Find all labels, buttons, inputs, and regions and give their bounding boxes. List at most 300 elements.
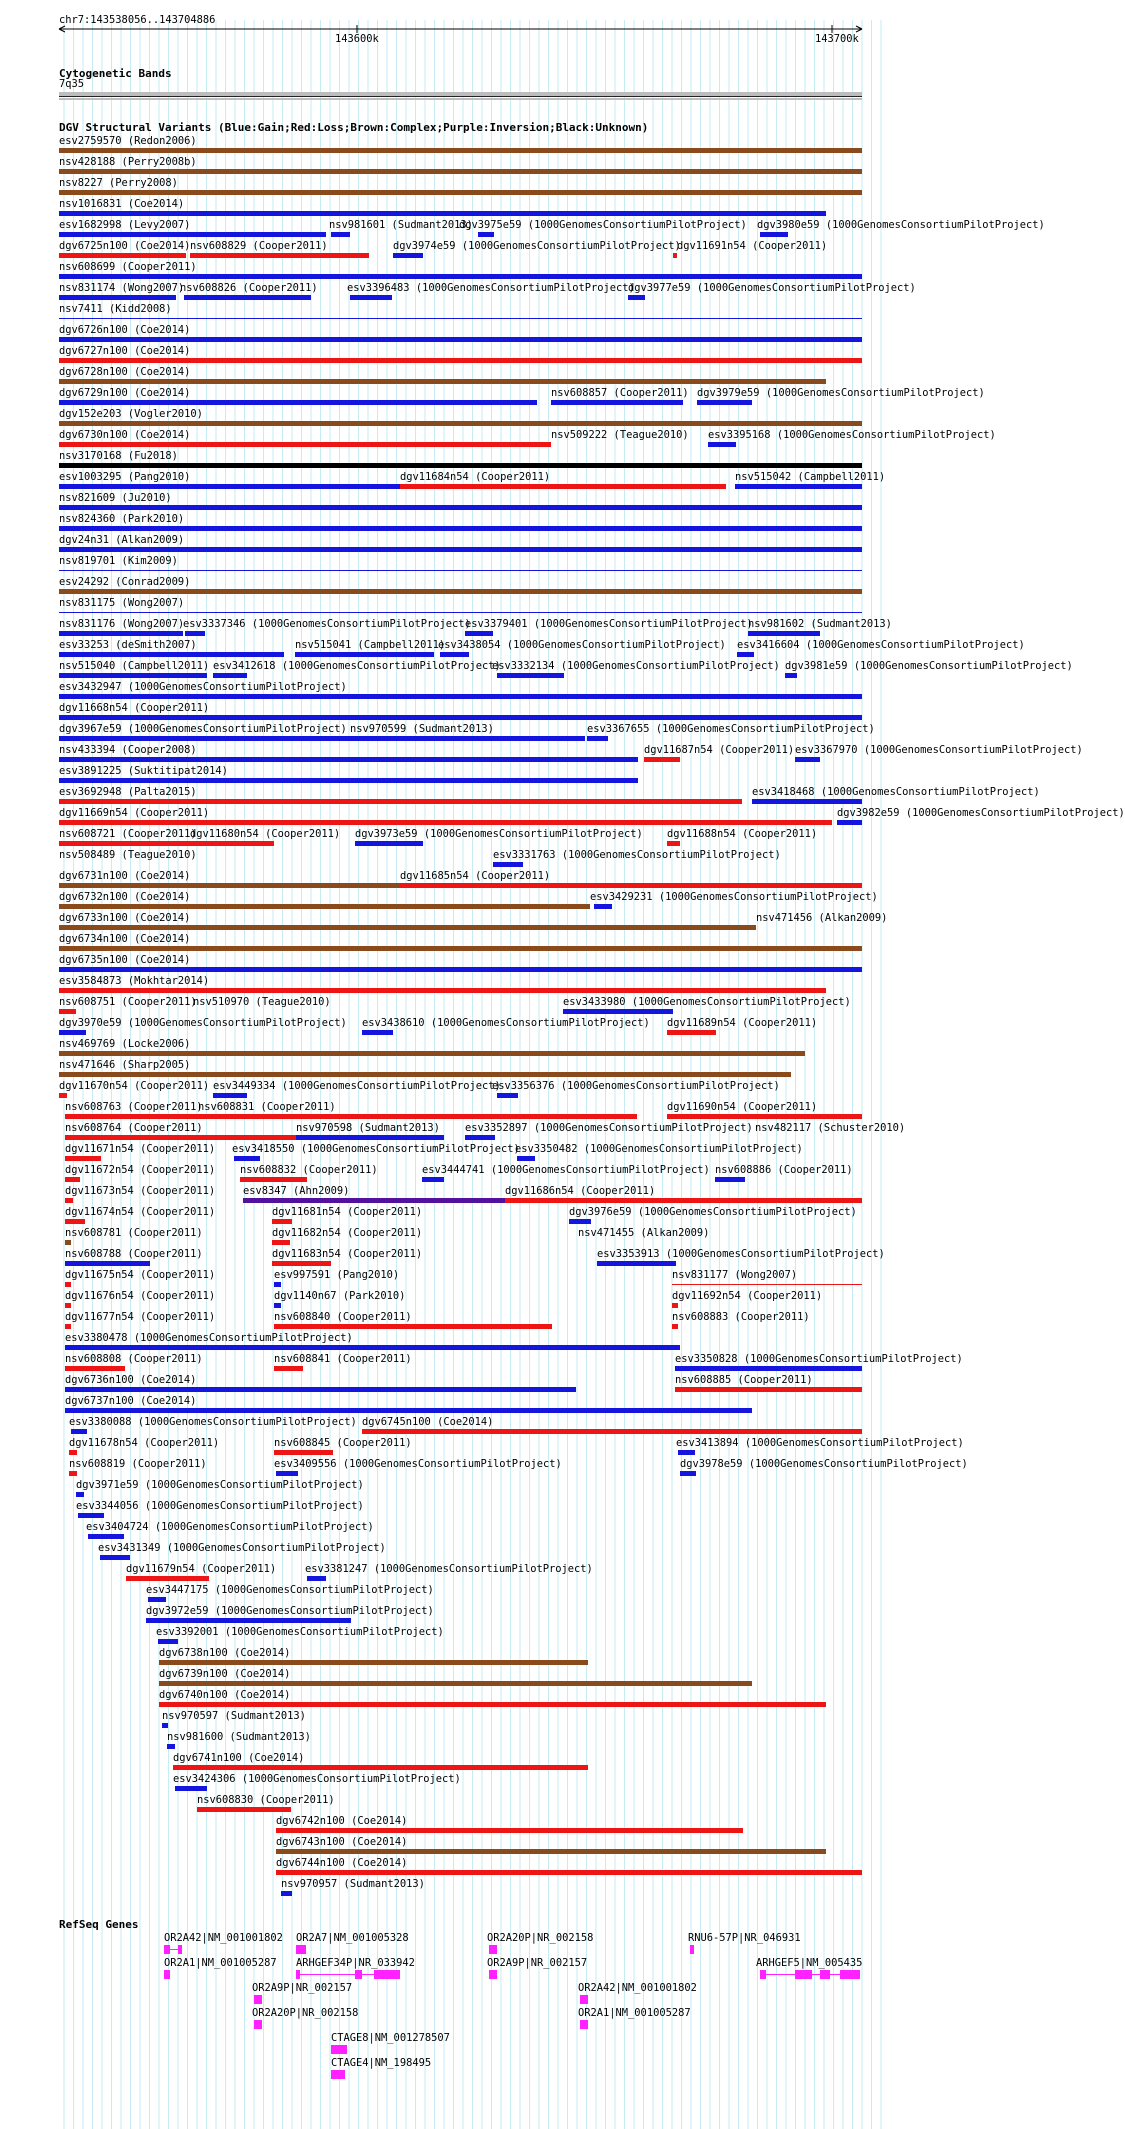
variant-bar[interactable] (478, 232, 494, 237)
variant-label[interactable]: nsv824360 (Park2010) (59, 513, 185, 525)
variant-label[interactable]: esv3367655 (1000GenomesConsortiumPilotProject) (587, 723, 875, 735)
variant-bar[interactable] (175, 1786, 207, 1791)
variant-label[interactable]: esv3332134 (1000GenomesConsortiumPilotProject) (492, 660, 780, 672)
variant-label[interactable]: dgv6745n100 (Coe2014) (362, 1416, 494, 1428)
variant-bar[interactable] (675, 1366, 862, 1371)
variant-label[interactable]: nsv471456 (Alkan2009) (756, 912, 888, 924)
variant-label[interactable]: esv8347 (Ahn2009) (243, 1185, 350, 1197)
variant-bar[interactable] (752, 799, 862, 804)
variant-label[interactable]: dgv11669n54 (Cooper2011) (59, 807, 210, 819)
variant-label[interactable]: nsv608751 (Cooper2011) (59, 996, 197, 1008)
variant-label[interactable]: esv3396483 (1000GenomesConsortiumPilotProject) (347, 282, 635, 294)
variant-bar[interactable] (185, 631, 205, 636)
variant-bar[interactable] (272, 1240, 290, 1245)
variant-bar[interactable] (760, 232, 788, 237)
variant-label[interactable]: dgv11678n54 (Cooper2011) (69, 1437, 220, 1449)
variant-bar[interactable] (59, 295, 176, 300)
variant-label[interactable]: dgv6737n100 (Coe2014) (65, 1395, 197, 1407)
variant-bar[interactable] (190, 841, 274, 846)
variant-label[interactable]: esv3381247 (1000GenomesConsortiumPilotProject) (305, 1563, 593, 1575)
variant-bar[interactable] (159, 1681, 752, 1686)
variant-label[interactable]: dgv6729n100 (Coe2014) (59, 387, 191, 399)
variant-label[interactable]: dgv1140n67 (Park2010) (274, 1290, 406, 1302)
variant-label[interactable]: esv3429231 (1000GenomesConsortiumPilotProject) (590, 891, 878, 903)
variant-label[interactable]: nsv608886 (Cooper2011) (715, 1164, 853, 1176)
variant-bar[interactable] (331, 232, 350, 237)
gene-exon[interactable] (489, 1945, 497, 1954)
variant-label[interactable]: dgv152e203 (Vogler2010) (59, 408, 203, 420)
variant-label[interactable]: esv3447175 (1000GenomesConsortiumPilotProject) (146, 1584, 434, 1596)
variant-bar[interactable] (65, 1198, 73, 1203)
variant-label[interactable]: dgv3973e59 (1000GenomesConsortiumPilotProject) (355, 828, 643, 840)
variant-label[interactable]: nsv1016831 (Coe2014) (59, 198, 185, 210)
variant-label[interactable]: nsv608857 (Cooper2011) (551, 387, 689, 399)
gene-label[interactable]: CTAGE8|NM_001278507 (331, 2032, 450, 2044)
variant-bar[interactable] (65, 1303, 71, 1308)
variant-label[interactable]: dgv3974e59 (1000GenomesConsortiumPilotProject) (393, 240, 681, 252)
gene-label[interactable]: OR2A20P|NR_002158 (487, 1932, 594, 1944)
variant-label[interactable]: dgv6727n100 (Coe2014) (59, 345, 191, 357)
gene-exon[interactable] (580, 2020, 588, 2029)
gene-exon[interactable] (164, 1945, 170, 1954)
gene-exon[interactable] (164, 1970, 170, 1979)
variant-bar[interactable] (148, 1597, 166, 1602)
variant-bar[interactable] (400, 883, 862, 888)
variant-bar[interactable] (59, 358, 862, 363)
variant-label[interactable]: esv24292 (Conrad2009) (59, 576, 191, 588)
variant-label[interactable]: dgv3979e59 (1000GenomesConsortiumPilotProject) (697, 387, 985, 399)
gene-label[interactable]: ARHGEF34P|NR_033942 (296, 1957, 415, 1969)
variant-bar[interactable] (59, 757, 638, 762)
variant-label[interactable]: esv3413894 (1000GenomesConsortiumPilotProject) (676, 1437, 964, 1449)
variant-label[interactable]: esv3416604 (1000GenomesConsortiumPilotProject) (737, 639, 1025, 651)
variant-label[interactable]: esv3692948 (Palta2015) (59, 786, 197, 798)
variant-bar[interactable] (59, 148, 862, 153)
variant-bar[interactable] (735, 484, 862, 489)
variant-label[interactable]: dgv11681n54 (Cooper2011) (272, 1206, 423, 1218)
variant-label[interactable]: dgv11679n54 (Cooper2011) (126, 1563, 277, 1575)
variant-label[interactable]: dgv11680n54 (Cooper2011) (190, 828, 341, 840)
variant-bar[interactable] (667, 841, 680, 846)
variant-bar[interactable] (59, 442, 551, 447)
variant-label[interactable]: nsv608845 (Cooper2011) (274, 1437, 412, 1449)
gene-exon[interactable] (296, 1970, 300, 1979)
gene-exon[interactable] (840, 1970, 860, 1979)
variant-bar[interactable] (65, 1387, 576, 1392)
variant-bar[interactable] (59, 799, 742, 804)
variant-bar[interactable] (78, 1513, 104, 1518)
variant-label[interactable]: dgv24n31 (Alkan2009) (59, 534, 185, 546)
gene-label[interactable]: RNU6-57P|NR_046931 (688, 1932, 801, 1944)
variant-bar[interactable] (59, 211, 826, 216)
variant-bar[interactable] (274, 1450, 333, 1455)
variant-bar[interactable] (465, 631, 493, 636)
variant-bar[interactable] (184, 295, 311, 300)
variant-span[interactable] (59, 570, 862, 571)
variant-bar[interactable] (59, 379, 826, 384)
variant-label[interactable]: nsv510970 (Teague2010) (193, 996, 331, 1008)
variant-bar[interactable] (65, 1240, 71, 1245)
variant-label[interactable]: esv3344056 (1000GenomesConsortiumPilotProject) (76, 1500, 364, 1512)
variant-label[interactable]: nsv819701 (Kim2009) (59, 555, 178, 567)
variant-label[interactable]: nsv471455 (Alkan2009) (578, 1227, 710, 1239)
variant-bar[interactable] (587, 736, 608, 741)
variant-label[interactable]: dgv6731n100 (Coe2014) (59, 870, 191, 882)
variant-bar[interactable] (159, 1702, 826, 1707)
variant-bar[interactable] (59, 820, 832, 825)
variant-label[interactable]: dgv6741n100 (Coe2014) (173, 1752, 305, 1764)
gene-label[interactable]: OR2A42|NM_001001802 (164, 1932, 283, 1944)
variant-label[interactable]: dgv6743n100 (Coe2014) (276, 1836, 408, 1848)
variant-bar[interactable] (100, 1555, 130, 1560)
variant-label[interactable]: dgv3972e59 (1000GenomesConsortiumPilotProject) (146, 1605, 434, 1617)
variant-label[interactable]: dgv11685n54 (Cooper2011) (400, 870, 551, 882)
variant-label[interactable]: nsv831177 (Wong2007) (672, 1269, 798, 1281)
variant-label[interactable]: dgv3976e59 (1000GenomesConsortiumPilotProject) (569, 1206, 857, 1218)
variant-label[interactable]: esv2759570 (Redon2006) (59, 135, 197, 147)
variant-bar[interactable] (563, 1009, 673, 1014)
variant-bar[interactable] (59, 946, 862, 951)
variant-bar[interactable] (697, 400, 752, 405)
variant-bar[interactable] (59, 1009, 76, 1014)
variant-bar[interactable] (272, 1219, 292, 1224)
variant-label[interactable]: nsv970599 (Sudmant2013) (350, 723, 494, 735)
variant-bar[interactable] (59, 904, 590, 909)
variant-label[interactable]: esv33253 (deSmith2007) (59, 639, 197, 651)
variant-label[interactable]: nsv981601 (Sudmant2013) (329, 219, 473, 231)
variant-label[interactable]: dgv11691n54 (Cooper2011) (677, 240, 828, 252)
variant-bar[interactable] (274, 1324, 552, 1329)
variant-label[interactable]: esv3433980 (1000GenomesConsortiumPilotProject) (563, 996, 851, 1008)
variant-label[interactable]: nsv608788 (Cooper2011) (65, 1248, 203, 1260)
variant-label[interactable]: nsv509222 (Teague2010) (551, 429, 689, 441)
variant-label[interactable]: dgv6742n100 (Coe2014) (276, 1815, 408, 1827)
variant-bar[interactable] (88, 1534, 124, 1539)
variant-bar[interactable] (76, 1492, 84, 1497)
variant-bar[interactable] (59, 715, 862, 720)
variant-bar[interactable] (59, 190, 862, 195)
variant-label[interactable]: dgv6728n100 (Coe2014) (59, 366, 191, 378)
variant-label[interactable]: esv3409556 (1000GenomesConsortiumPilotProject) (274, 1458, 562, 1470)
variant-label[interactable]: nsv970597 (Sudmant2013) (162, 1710, 306, 1722)
gene-exon[interactable] (795, 1970, 812, 1979)
variant-label[interactable]: dgv11688n54 (Cooper2011) (667, 828, 818, 840)
variant-bar[interactable] (59, 169, 862, 174)
variant-bar[interactable] (59, 526, 862, 531)
variant-bar[interactable] (198, 1114, 637, 1119)
variant-bar[interactable] (158, 1639, 178, 1644)
variant-bar[interactable] (276, 1828, 743, 1833)
variant-label[interactable]: dgv6735n100 (Coe2014) (59, 954, 191, 966)
variant-bar[interactable] (672, 1303, 678, 1308)
variant-bar[interactable] (234, 1156, 260, 1161)
gene-label[interactable]: OR2A9P|NR_002157 (252, 1982, 353, 1994)
variant-bar[interactable] (159, 1660, 588, 1665)
variant-label[interactable]: esv3380088 (1000GenomesConsortiumPilotProject) (69, 1416, 357, 1428)
variant-bar[interactable] (197, 1807, 291, 1812)
variant-label[interactable]: dgv11672n54 (Cooper2011) (65, 1164, 216, 1176)
variant-bar[interactable] (59, 421, 862, 426)
variant-bar[interactable] (422, 1177, 444, 1182)
variant-label[interactable]: dgv6738n100 (Coe2014) (159, 1647, 291, 1659)
variant-bar[interactable] (240, 1177, 307, 1182)
variant-label[interactable]: dgv3967e59 (1000GenomesConsortiumPilotProject) (59, 723, 347, 735)
variant-bar[interactable] (59, 547, 862, 552)
variant-bar[interactable] (715, 1177, 745, 1182)
variant-label[interactable]: dgv11675n54 (Cooper2011) (65, 1269, 216, 1281)
variant-label[interactable]: esv3367970 (1000GenomesConsortiumPilotProject) (795, 744, 1083, 756)
variant-label[interactable]: esv3395168 (1000GenomesConsortiumPilotProject) (708, 429, 996, 441)
variant-label[interactable]: nsv608781 (Cooper2011) (65, 1227, 203, 1239)
variant-bar[interactable] (350, 295, 392, 300)
variant-bar[interactable] (708, 442, 736, 447)
variant-bar[interactable] (59, 925, 756, 930)
variant-label[interactable]: esv3404724 (1000GenomesConsortiumPilotProject) (86, 1521, 374, 1533)
variant-bar[interactable] (59, 1030, 86, 1035)
variant-label[interactable]: dgv3978e59 (1000GenomesConsortiumPilotProject) (680, 1458, 968, 1470)
variant-label[interactable]: esv3350482 (1000GenomesConsortiumPilotProject) (515, 1143, 803, 1155)
variant-label[interactable]: nsv970957 (Sudmant2013) (281, 1878, 425, 1890)
cytoband-track-title[interactable]: Cytogenetic Bands (59, 67, 172, 80)
variant-bar[interactable] (162, 1723, 168, 1728)
variant-bar[interactable] (748, 631, 820, 636)
variant-label[interactable]: nsv981602 (Sudmant2013) (748, 618, 892, 630)
variant-label[interactable]: dgv6725n100 (Coe2014) (59, 240, 191, 252)
variant-label[interactable]: nsv608832 (Cooper2011) (240, 1164, 378, 1176)
variant-label[interactable]: dgv6739n100 (Coe2014) (159, 1668, 291, 1680)
variant-label[interactable]: nsv515041 (Campbell2011) (295, 639, 446, 651)
variant-label[interactable]: nsv981600 (Sudmant2013) (167, 1731, 311, 1743)
gene-label[interactable]: ARHGEF5|NM_005435 (756, 1957, 863, 1969)
variant-label[interactable]: dgv11692n54 (Cooper2011) (672, 1290, 823, 1302)
gene-exon[interactable] (580, 1995, 588, 2004)
variant-bar[interactable] (59, 967, 862, 972)
variant-label[interactable]: dgv6726n100 (Coe2014) (59, 324, 191, 336)
gene-exon[interactable] (331, 2045, 347, 2054)
variant-bar[interactable] (69, 1450, 77, 1455)
variant-label[interactable]: nsv508489 (Teague2010) (59, 849, 197, 861)
variant-bar[interactable] (680, 1471, 696, 1476)
variant-label[interactable]: nsv608831 (Cooper2011) (198, 1101, 336, 1113)
variant-label[interactable]: dgv11687n54 (Cooper2011) (644, 744, 795, 756)
gene-exon[interactable] (331, 2070, 345, 2079)
gene-label[interactable]: OR2A7|NM_001005328 (296, 1932, 409, 1944)
gene-exon[interactable] (254, 1995, 262, 2004)
variant-bar[interactable] (59, 589, 862, 594)
variant-bar[interactable] (59, 1093, 67, 1098)
variant-label[interactable]: nsv469769 (Locke2006) (59, 1038, 191, 1050)
variant-bar[interactable] (59, 841, 190, 846)
variant-bar[interactable] (126, 1576, 209, 1581)
gene-exon[interactable] (760, 1970, 766, 1979)
variant-label[interactable]: esv3350828 (1000GenomesConsortiumPilotProject) (675, 1353, 963, 1365)
variant-label[interactable]: nsv970598 (Sudmant2013) (296, 1122, 440, 1134)
variant-label[interactable]: nsv608826 (Cooper2011) (180, 282, 318, 294)
variant-label[interactable]: nsv608883 (Cooper2011) (672, 1311, 810, 1323)
gene-label[interactable]: CTAGE4|NM_198495 (331, 2057, 432, 2069)
variant-bar[interactable] (675, 1387, 862, 1392)
variant-span[interactable] (672, 1284, 862, 1285)
variant-bar[interactable] (59, 652, 284, 657)
variant-label[interactable]: dgv6732n100 (Coe2014) (59, 891, 191, 903)
variant-bar[interactable] (276, 1870, 862, 1875)
variant-label[interactable]: nsv608808 (Cooper2011) (65, 1353, 203, 1365)
variant-bar[interactable] (59, 505, 862, 510)
variant-bar[interactable] (167, 1744, 175, 1749)
variant-label[interactable]: dgv11683n54 (Cooper2011) (272, 1248, 423, 1260)
variant-bar[interactable] (274, 1282, 281, 1287)
variant-label[interactable]: nsv608764 (Cooper2011) (65, 1122, 203, 1134)
variant-label[interactable]: esv3352897 (1000GenomesConsortiumPilotProject) (465, 1122, 753, 1134)
variant-bar[interactable] (146, 1618, 351, 1623)
variant-bar[interactable] (497, 1093, 518, 1098)
variant-label[interactable]: nsv831174 (Wong2007) (59, 282, 185, 294)
variant-label[interactable]: esv3337346 (1000GenomesConsortiumPilotProject) (183, 618, 471, 630)
variant-label[interactable]: esv3331763 (1000GenomesConsortiumPilotProject) (493, 849, 781, 861)
variant-label[interactable]: dgv11671n54 (Cooper2011) (65, 1143, 216, 1155)
variant-label[interactable]: dgv11686n54 (Cooper2011) (505, 1185, 656, 1197)
variant-bar[interactable] (59, 274, 862, 279)
variant-bar[interactable] (785, 673, 797, 678)
variant-label[interactable]: esv3379401 (1000GenomesConsortiumPilotProject) (465, 618, 753, 630)
variant-label[interactable]: esv3418468 (1000GenomesConsortiumPilotProject) (752, 786, 1040, 798)
variant-bar[interactable] (59, 673, 207, 678)
variant-label[interactable]: dgv6736n100 (Coe2014) (65, 1374, 197, 1386)
variant-label[interactable]: nsv482117 (Schuster2010) (755, 1122, 906, 1134)
variant-label[interactable]: esv3438610 (1000GenomesConsortiumPilotProject) (362, 1017, 650, 1029)
variant-bar[interactable] (673, 253, 677, 258)
variant-label[interactable]: dgv11684n54 (Cooper2011) (400, 471, 551, 483)
variant-label[interactable]: esv3418550 (1000GenomesConsortiumPilotProject) (232, 1143, 520, 1155)
variant-label[interactable]: esv3424306 (1000GenomesConsortiumPilotProject) (173, 1773, 461, 1785)
variant-bar[interactable] (295, 652, 434, 657)
variant-bar[interactable] (59, 1072, 791, 1077)
gene-label[interactable]: OR2A1|NM_001005287 (164, 1957, 277, 1969)
variant-label[interactable]: nsv608819 (Cooper2011) (69, 1458, 207, 1470)
gene-exon[interactable] (355, 1970, 362, 1979)
variant-bar[interactable] (678, 1450, 695, 1455)
variant-label[interactable]: dgv11674n54 (Cooper2011) (65, 1206, 216, 1218)
variant-span[interactable] (59, 318, 862, 319)
variant-label[interactable]: nsv428188 (Perry2008b) (59, 156, 197, 168)
variant-bar[interactable] (276, 1849, 826, 1854)
variant-bar[interactable] (440, 652, 469, 657)
variant-label[interactable]: esv3353913 (1000GenomesConsortiumPilotProject) (597, 1248, 885, 1260)
variant-label[interactable]: esv3438054 (1000GenomesConsortiumPilotProject) (438, 639, 726, 651)
variant-bar[interactable] (274, 1366, 303, 1371)
variant-bar[interactable] (59, 253, 186, 258)
variant-bar[interactable] (594, 904, 612, 909)
variant-label[interactable]: nsv608699 (Cooper2011) (59, 261, 197, 273)
variant-bar[interactable] (307, 1576, 326, 1581)
variant-label[interactable]: esv997591 (Pang2010) (274, 1269, 400, 1281)
variant-bar[interactable] (551, 400, 683, 405)
variant-bar[interactable] (213, 1093, 247, 1098)
variant-bar[interactable] (59, 694, 862, 699)
variant-label[interactable]: nsv831175 (Wong2007) (59, 597, 185, 609)
gene-exon[interactable] (820, 1970, 830, 1979)
variant-label[interactable]: esv3380478 (1000GenomesConsortiumPilotProject) (65, 1332, 353, 1344)
variant-bar[interactable] (393, 253, 423, 258)
variant-label[interactable]: dgv11668n54 (Cooper2011) (59, 702, 210, 714)
variant-bar[interactable] (65, 1324, 71, 1329)
variant-bar[interactable] (65, 1219, 85, 1224)
variant-label[interactable]: nsv608841 (Cooper2011) (274, 1353, 412, 1365)
variant-bar[interactable] (276, 1471, 298, 1476)
variant-label[interactable]: dgv3970e59 (1000GenomesConsortiumPilotProject) (59, 1017, 347, 1029)
variant-label[interactable]: dgv6730n100 (Coe2014) (59, 429, 191, 441)
variant-label[interactable]: dgv11673n54 (Cooper2011) (65, 1185, 216, 1197)
variant-bar[interactable] (837, 820, 862, 825)
variant-bar[interactable] (350, 736, 585, 741)
variant-label[interactable]: dgv3977e59 (1000GenomesConsortiumPilotProject) (628, 282, 916, 294)
variant-label[interactable]: nsv433394 (Cooper2008) (59, 744, 197, 756)
variant-label[interactable]: esv3356376 (1000GenomesConsortiumPilotProject) (492, 1080, 780, 1092)
variant-label[interactable]: dgv6733n100 (Coe2014) (59, 912, 191, 924)
variant-label[interactable]: esv1682998 (Levy2007) (59, 219, 191, 231)
variant-bar[interactable] (213, 673, 247, 678)
variant-bar[interactable] (65, 1261, 150, 1266)
variant-bar[interactable] (667, 1030, 716, 1035)
variant-bar[interactable] (400, 484, 726, 489)
variant-bar[interactable] (65, 1114, 198, 1119)
variant-label[interactable]: dgv11682n54 (Cooper2011) (272, 1227, 423, 1239)
variant-label[interactable]: esv3392001 (1000GenomesConsortiumPilotProject) (156, 1626, 444, 1638)
variant-label[interactable]: nsv608885 (Cooper2011) (675, 1374, 813, 1386)
variant-label[interactable]: dgv3980e59 (1000GenomesConsortiumPilotProject) (757, 219, 1045, 231)
variant-label[interactable]: nsv608840 (Cooper2011) (274, 1311, 412, 1323)
variant-label[interactable]: esv3412618 (1000GenomesConsortiumPilotProject) (213, 660, 501, 672)
variant-label[interactable]: nsv608829 (Cooper2011) (190, 240, 328, 252)
variant-label[interactable]: dgv11690n54 (Cooper2011) (667, 1101, 818, 1113)
variant-bar[interactable] (65, 1345, 680, 1350)
variant-label[interactable]: dgv6734n100 (Coe2014) (59, 933, 191, 945)
variant-label[interactable]: dgv3971e59 (1000GenomesConsortiumPilotProject) (76, 1479, 364, 1491)
variant-label[interactable]: nsv831176 (Wong2007) (59, 618, 185, 630)
variant-bar[interactable] (59, 400, 537, 405)
variant-bar[interactable] (59, 337, 862, 342)
variant-bar[interactable] (355, 841, 423, 846)
variant-bar[interactable] (59, 631, 183, 636)
variant-bar[interactable] (65, 1177, 80, 1182)
variant-label[interactable]: esv3891225 (Suktitipat2014) (59, 765, 228, 777)
variant-bar[interactable] (190, 253, 369, 258)
variant-bar[interactable] (628, 295, 645, 300)
variant-label[interactable]: nsv608763 (Cooper2011) (65, 1101, 203, 1113)
gene-label[interactable]: OR2A20P|NR_002158 (252, 2007, 359, 2019)
gene-exon[interactable] (374, 1970, 400, 1979)
variant-bar[interactable] (569, 1219, 591, 1224)
variant-bar[interactable] (59, 778, 638, 783)
variant-label[interactable]: dgv3982e59 (1000GenomesConsortiumPilotProject) (837, 807, 1125, 819)
variant-bar[interactable] (71, 1429, 87, 1434)
variant-label[interactable]: dgv11676n54 (Cooper2011) (65, 1290, 216, 1302)
variant-label[interactable]: dgv3975e59 (1000GenomesConsortiumPilotProject) (459, 219, 747, 231)
variant-bar[interactable] (272, 1261, 331, 1266)
gene-label[interactable]: OR2A9P|NR_002157 (487, 1957, 588, 1969)
variant-label[interactable]: esv3431349 (1000GenomesConsortiumPilotProject) (98, 1542, 386, 1554)
gene-exon[interactable] (489, 1970, 497, 1979)
variant-bar[interactable] (65, 1156, 101, 1161)
variant-bar[interactable] (667, 1114, 862, 1119)
variant-label[interactable]: esv1003295 (Pang2010) (59, 471, 191, 483)
refseq-track-title[interactable]: RefSeq Genes (59, 1918, 139, 1931)
variant-label[interactable]: nsv7411 (Kidd2008) (59, 303, 172, 315)
variant-bar[interactable] (296, 1135, 444, 1140)
variant-bar[interactable] (362, 1030, 393, 1035)
gene-exon[interactable] (254, 2020, 262, 2029)
gene-label[interactable]: OR2A42|NM_001001802 (578, 1982, 697, 1994)
